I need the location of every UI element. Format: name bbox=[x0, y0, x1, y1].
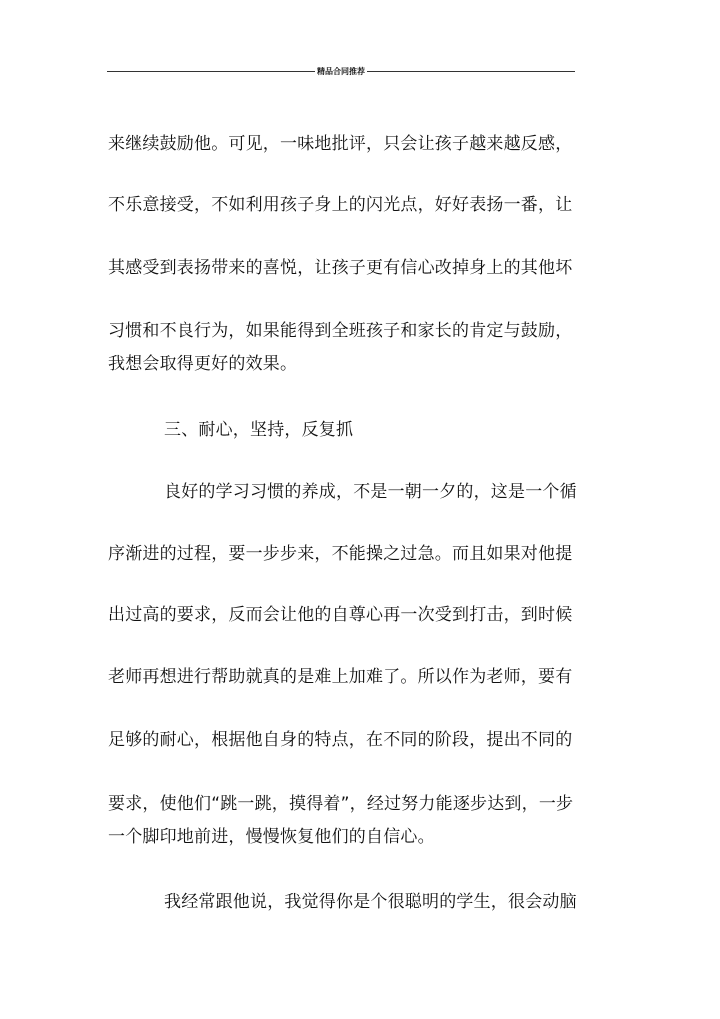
text-line: 序渐进的过程，要一步步来，不能操之过急。而且如果对他提 bbox=[108, 544, 573, 564]
page-header bbox=[107, 64, 575, 78]
text-line: 要求，使他们“跳一跳，摸得着”，经过努力能逐步达到，一步 bbox=[108, 794, 574, 814]
text-line: 一个脚印地前进，慢慢恢复他们的自信心。 bbox=[108, 827, 435, 847]
text-line: 习惯和不良行为，如果能得到全班孩子和家长的肯定与鼓励， bbox=[108, 321, 573, 341]
text-line: 我经常跟他说，我觉得你是个很聪明的学生，很会动脑 bbox=[164, 892, 577, 912]
text-line: 出过高的要求，反而会让他的自尊心再一次受到打击，到时候 bbox=[108, 605, 573, 625]
text-line: 我想会取得更好的效果。 bbox=[108, 354, 298, 374]
text-line: 老师再想进行帮助就真的是难上加难了。所以作为老师，要有 bbox=[108, 667, 573, 687]
header-rule-right bbox=[367, 71, 575, 72]
text-line: 来继续鼓励他。可见，一味地批评，只会让孩子越来越反感， bbox=[108, 134, 573, 154]
text-line: 足够的耐心，根据他自身的特点，在不同的阶段，提出不同的 bbox=[108, 730, 573, 750]
header-rule-left bbox=[107, 71, 315, 72]
text-line: 不乐意接受，不如利用孩子身上的闪光点，好好表扬一番，让 bbox=[108, 195, 573, 215]
text-line: 其感受到表扬带来的喜悦，让孩子更有信心改掉身上的其他坏 bbox=[108, 258, 573, 278]
header-label: 精品合同推荐 bbox=[317, 66, 365, 76]
section-heading: 三、耐心，坚持，反复抓 bbox=[164, 420, 354, 440]
text-line: 良好的学习习惯的养成，不是一朝一夕的，这是一个循 bbox=[164, 482, 577, 502]
